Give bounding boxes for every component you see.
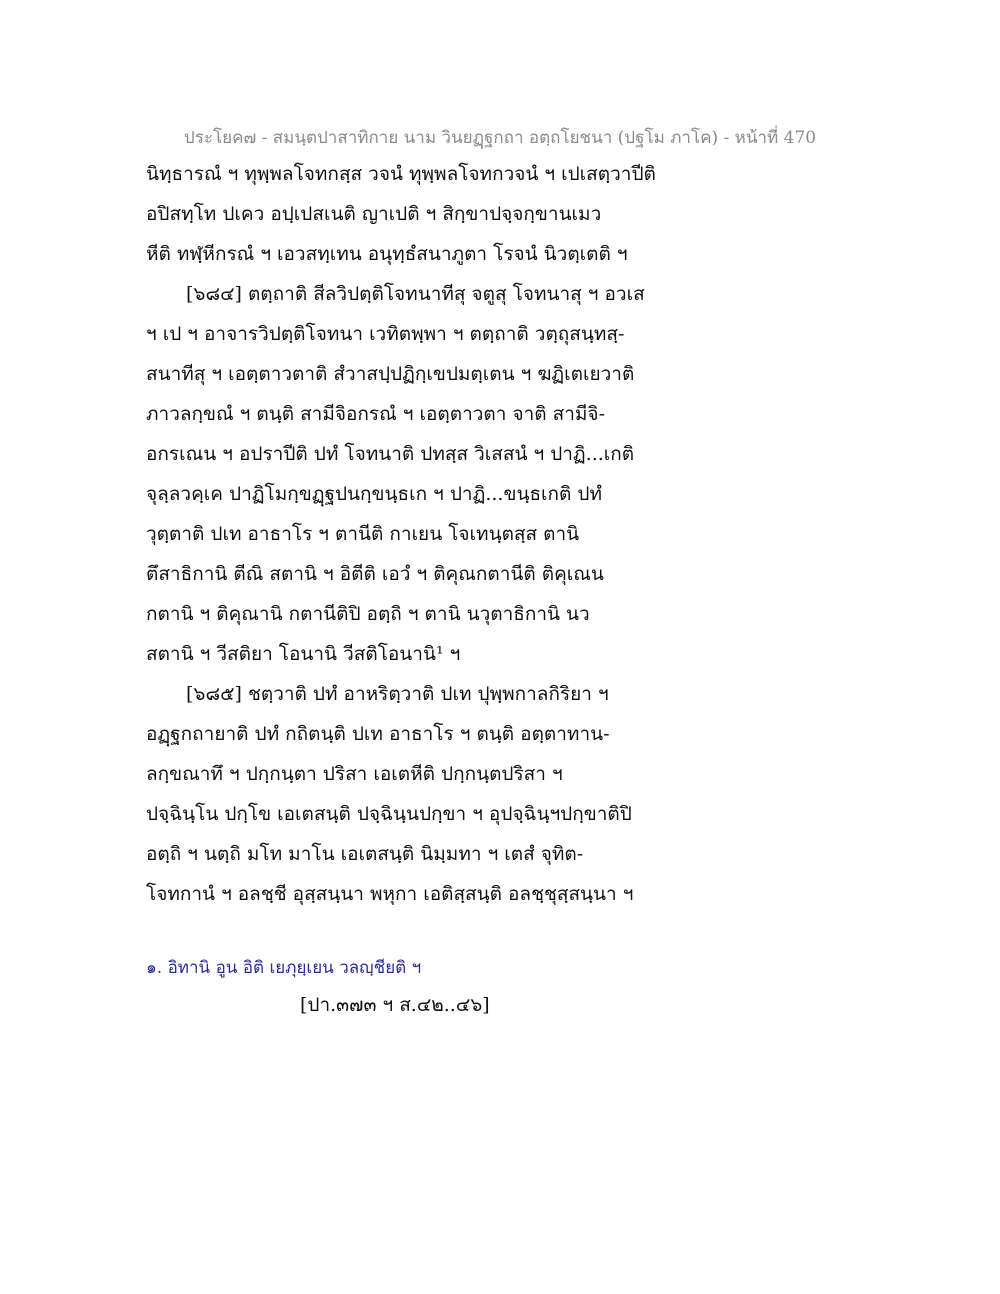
text-line: อตฺถิ ฯ นตฺถิ มโท มาโน เอเตสนฺติ นิมฺมทา ฯ เตสํ จุทิต-	[146, 843, 584, 865]
text-line: ลกฺขณาทึ ฯ ปกฺกนฺตา ปริสา เอเตหีติ ปกฺกนฺตปริสา ฯ	[146, 763, 563, 785]
text-line: ปจฺฉินฺโน ปกฺโข เอเตสนฺติ ปจฺฉินฺนปกฺขา ฯ อุปจฺฉินฺฯปกฺขาติปิ	[146, 803, 632, 825]
text-line: อกรเณน ฯ อปราปีติ ปทํ โจทนาติ ปทสฺส วิเสสนํ ฯ ปาฏิ...เกติ	[146, 443, 635, 465]
text-line: ภาวลกฺขณํ ฯ ตนฺติ สามีจิอกรณํ ฯ เอตฺตาวตา จาติ สามีจิ-	[146, 403, 605, 425]
text-line: หีติ ทฬฺหีกรณํ ฯ เอวสทฺเทน อนุทฺธํสนาภูตา โรจนํ นิวตฺเตติ ฯ	[146, 243, 628, 265]
text-line: โจทกานํ ฯ อลชฺชี อุสฺสนฺนา พหุกา เอติสฺสนฺติ อลชฺชุสฺสนฺนา ฯ	[146, 883, 634, 905]
text-line: วุตฺตาติ ปเท อาธาโร ฯ ตานีติ กาเยน โจเทนฺตสฺส ตานิ	[146, 523, 580, 545]
text-line: สตานิ ฯ วีสติยา โอนานิ วีสติโอนานิ¹ ฯ	[146, 643, 461, 665]
paragraph-start-684: [๖๘๔] ตตฺถาติ สีลวิปตฺติโจทนาทีสุ จตูสุ โจทนาสุ ฯ อวเส	[186, 283, 645, 305]
text-line: อฏฺฐกถายาติ ปทํ กถิตนฺติ ปเท อาธาโร ฯ ตนฺติ อตฺตาทาน-	[146, 723, 610, 745]
text-line: จุลฺลวคฺเค ปาฏิโมกฺขฏฺฐปนกฺขนฺธเก ฯ ปาฏิ...ขนฺธเกติ ปทํ	[146, 483, 602, 505]
text-line: กตานิ ฯ ติคุณานิ กตานีติปิ อตฺถิ ฯ ตานิ นวุตาธิกานิ นว	[146, 603, 590, 625]
text-line: สนาทีสุ ฯ เอตฺตาวตาติ สํวาสปฺปฏิกฺเขปมตฺเตน ฯ ฆฏิเตเยวาติ	[146, 363, 635, 385]
text-line: ฯ เป ฯ อาจารวิปตฺติโจทนา เวทิตพฺพา ฯ ตตฺถาติ วตฺถุสนฺทสฺ-	[146, 323, 625, 345]
body-text	[146, 158, 766, 918]
page-header: ประโยค๗ - สมนฺตปาสาทิกาย นาม วินยฏฺฐกถา อตฺถโยชนา (ปฐโม ภาโค) - หน้าที่ 470	[183, 128, 817, 148]
footnote: ๑. อิทานิ อูน อิติ เยภุยฺเยน วลญฺชียติ ฯ	[146, 958, 422, 978]
text-line: อปิสทฺโท ปเคว อปฺเปสเนติ ญาเปติ ฯ สิกฺขาปจฺจกฺขานเมว	[146, 203, 602, 225]
paragraph-start-685: [๖๘๕] ชตฺวาติ ปทํ อาหริตฺวาติ ปเท ปุพฺพกาลกิริยา ฯ	[186, 683, 609, 705]
page-reference: [ปา.๓๗๓ ฯ ส.๔๒..๔๖]	[300, 994, 490, 1016]
text-line: นิทฺธารณํ ฯ ทุพฺพลโจทกสฺส วจนํ ทุพฺพลโจทกวจนํ ฯ เปเสตฺวาปีติ	[146, 163, 656, 185]
text-line: ตึสาธิกานิ ตีณิ สตานิ ฯ อิตีติ เอวํ ฯ ติคุณกตานีติ ติคุเณน	[146, 563, 604, 585]
